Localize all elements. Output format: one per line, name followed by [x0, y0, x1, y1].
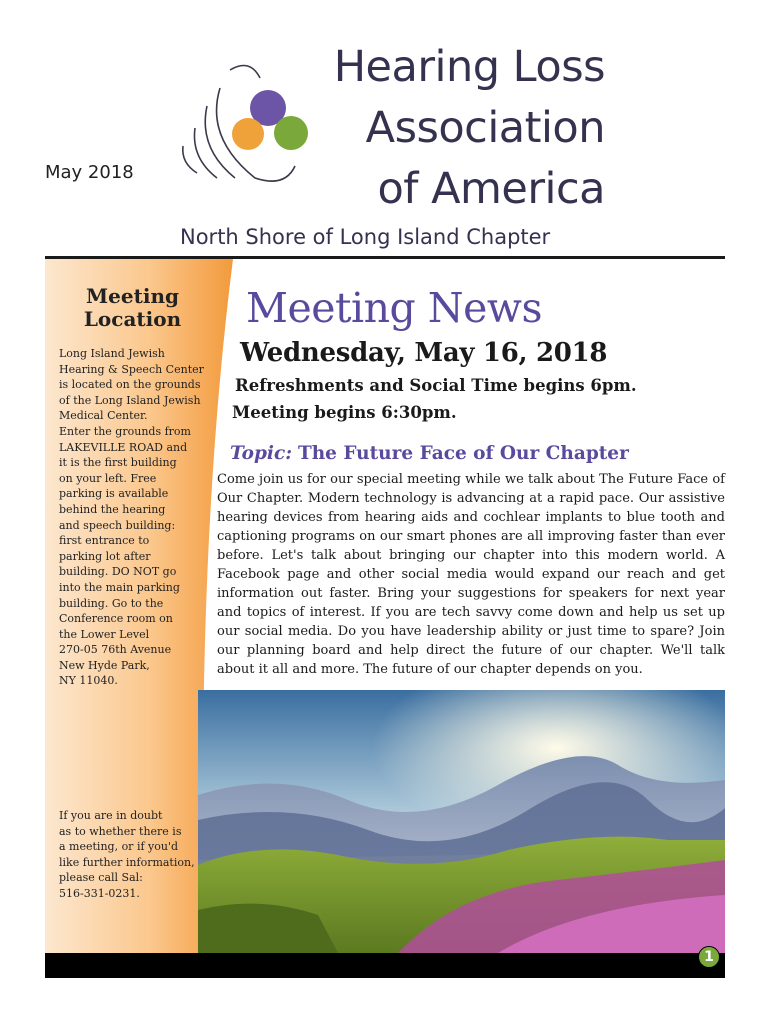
topic-title: The Future Face of Our Chapter — [297, 443, 629, 464]
sidebar-title: Meeting Location — [83, 284, 182, 331]
article-body: Come join us for our special meeting while we talk about The Future Face of Our Chapter. Modern technology is advancing at a rapid pace. Our assistive hearing devices from hearing aids and cochlear implants to blue tooth and captioning programs on our smart phones are all improving faster than ever before. Let's talk about bringing our chapter into this modern world. A Facebook page and other social media would expand our reach and get information out faster. Bring your suggestions for speakers for next year and topics of interest. If you are tech savvy come down and help us set up our social media. Do you have leadership ability or just time to spare? Join our planning board and help direct the future of our chapter. We'll talk about it all and more. The future of our chapter depends on you. — [217, 472, 725, 677]
meeting-location-text: Long Island Jewish Hearing & Speech Center is located on the grounds of the Long Island Jewish Medical Center. Enter the grounds from LAKEVILLE ROAD and it is the first building on your left. Free parking is available behind the hearing and speech building: first entrance to parking lot after building. DO NOT go into the main parking building. Go to the Conference room on the Lower Level 270-05 76th Avenue New Hyde Park, NY 11040. — [59, 347, 204, 688]
mountain-landscape-photo — [198, 690, 725, 953]
contact-info-text: If you are in doubt as to whether there is a meeting, or if you'd like further information, please call Sal: 516-331-0231. — [59, 809, 195, 900]
chapter-name: North Shore of Long Island Chapter — [180, 225, 551, 249]
topic-label: Topic: — [230, 443, 293, 464]
page-number: 1 — [698, 946, 720, 968]
org-name-line-2: Association — [365, 103, 605, 153]
footer-bar — [45, 953, 725, 978]
newsletter-date: May 2018 — [45, 162, 134, 183]
section-title: Meeting News — [246, 284, 543, 332]
org-name-line-3: of America — [377, 164, 605, 214]
refreshments-time: Refreshments and Social Time begins 6pm. — [235, 376, 637, 395]
topic-heading — [230, 443, 629, 464]
meeting-time: Meeting begins 6:30pm. — [232, 403, 457, 422]
event-date: Wednesday, May 16, 2018 — [240, 338, 608, 368]
hlaa-logo — [165, 48, 325, 198]
org-name-line-1: Hearing Loss — [333, 42, 605, 92]
